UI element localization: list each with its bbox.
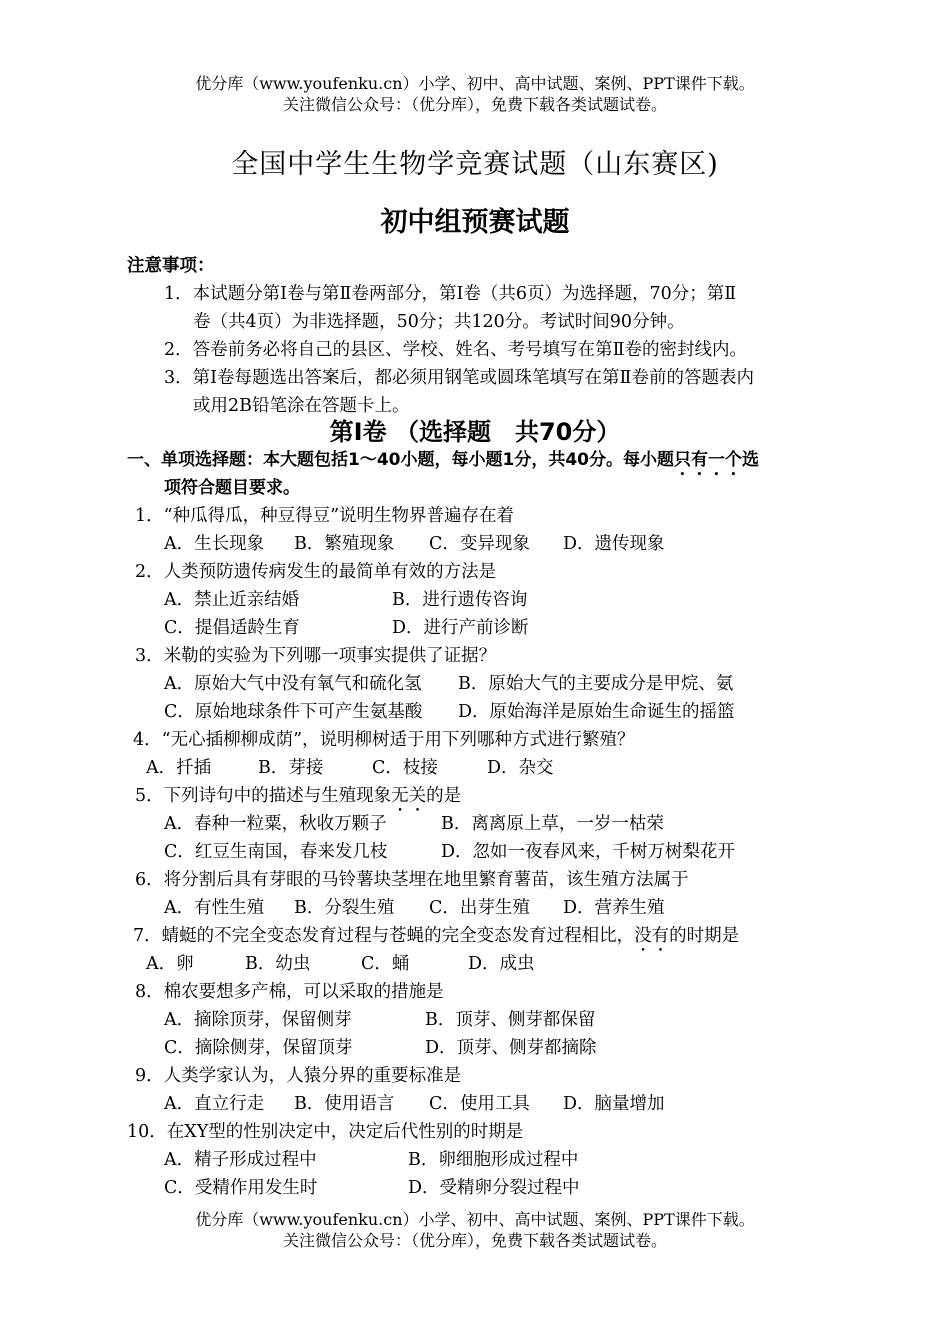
option-d: D．成虫 xyxy=(468,954,535,974)
question-5-stem-emphasis: 无关 xyxy=(391,786,427,806)
option-c: C．变异现象 xyxy=(429,534,530,554)
notice-heading: 注意事项： xyxy=(127,256,215,276)
header-line-2: 关注微信公众号：（优分库），免费下载各类试题试卷。 xyxy=(282,95,667,114)
header-line-1: 优分库（www.youfenku.cn）小学、初中、高中试题、案例、PPT课件下载。 xyxy=(195,74,755,93)
question-1-stem: 1．“种瓜得瓜，种豆得豆”说明生物界普遍存在着 xyxy=(135,506,515,526)
option-b: B．离离原上草，一岁一枯荣 xyxy=(441,814,664,834)
page-subtitle: 初中组预赛试题 xyxy=(380,207,570,238)
option-a: A．生长现象 xyxy=(164,534,265,554)
option-c: C．蛹 xyxy=(361,954,410,974)
option-a: A．春种一粒粟，秋收万颗子 xyxy=(164,814,387,834)
notice-item-2: 2．答卷前务必将自己的县区、学校、姓名、考号填写在第Ⅱ卷的密封线内。 xyxy=(164,340,748,360)
option-b: B．芽接 xyxy=(258,758,324,778)
option-a: A．直立行走 xyxy=(164,1094,265,1114)
option-b: B．分裂生殖 xyxy=(294,898,395,918)
footer-line-1: 优分库（www.youfenku.cn）小学、初中、高中试题、案例、PPT课件下载。 xyxy=(195,1210,755,1229)
option-d: D．杂交 xyxy=(487,758,554,778)
option-c: C．红豆生南国，春来发几枝 xyxy=(164,842,388,862)
option-c: C．使用工具 xyxy=(429,1094,530,1114)
notice-item-1a: 1．本试题分第Ⅰ卷与第Ⅱ卷两部分，第Ⅰ卷（共6页）为选择题，70分；第Ⅱ xyxy=(164,284,737,304)
option-d: D．原始海洋是原始生命诞生的摇篮 xyxy=(458,702,735,722)
option-a: A．禁止近亲结婚 xyxy=(164,590,300,610)
question-8-stem: 8．棉农要想多产棉，可以采取的措施是 xyxy=(135,982,444,1002)
option-d: D．顶芽、侧芽都摘除 xyxy=(425,1038,597,1058)
question-6-stem: 6．将分割后具有芽眼的马铃薯块茎埋在地里繁育薯苗，该生殖方法属于 xyxy=(135,870,689,890)
question-7-stem-post: 的时期是 xyxy=(669,926,740,946)
option-b: B．繁殖现象 xyxy=(294,534,395,554)
option-c: C．枝接 xyxy=(372,758,438,778)
question-5-stem xyxy=(135,785,461,816)
option-d: D．营养生殖 xyxy=(563,898,665,918)
notice-item-1b: 卷（共4页）为非选择题，50分；共120分。考试时间90分钟。 xyxy=(193,312,685,332)
option-a: A．卵 xyxy=(146,954,194,974)
part1-instruction xyxy=(127,449,759,480)
option-c: C．原始地球条件下可产生氨基酸 xyxy=(164,702,423,722)
option-b: B．原始大气的主要成分是甲烷、氨 xyxy=(458,674,734,694)
option-b: B．顶芽、侧芽都保留 xyxy=(425,1010,596,1030)
option-a: A．精子形成过程中 xyxy=(164,1150,317,1170)
option-c: C．出芽生殖 xyxy=(429,898,530,918)
footer-line-2: 关注微信公众号：（优分库），免费下载各类试题试卷。 xyxy=(282,1231,667,1250)
question-9-stem: 9．人类学家认为，人猿分界的重要标准是 xyxy=(135,1066,462,1086)
page-title: 全国中学生生物学竞赛试题（山东赛区) xyxy=(231,149,719,180)
section-title: 第Ⅰ卷 （选择题 共70分） xyxy=(329,418,621,446)
option-d: D．进行产前诊断 xyxy=(392,618,529,638)
option-c: C．提倡适龄生育 xyxy=(164,618,300,638)
option-a: A．扦插 xyxy=(146,758,212,778)
question-4-stem: 4．“无心插柳柳成荫”，说明柳树适于用下列哪种方式进行繁殖？ xyxy=(133,730,635,750)
option-c: C．受精作用发生时 xyxy=(164,1178,318,1198)
option-d: D．脑量增加 xyxy=(563,1094,665,1114)
notice-item-3b: 或用2B铅笔涂在答题卡上。 xyxy=(193,396,410,416)
part1-instruction-line2: 项符合题目要求。 xyxy=(164,478,300,498)
option-d: D．受精卵分裂过程中 xyxy=(408,1178,580,1198)
option-b: B．进行遗传咨询 xyxy=(392,590,528,610)
question-7-stem-pre: 7．蜻蜓的不完全变态发育过程与苍蝇的完全变态发育过程相比， xyxy=(133,926,635,946)
question-2-stem: 2．人类预防遗传病发生的最简单有效的方法是 xyxy=(135,562,497,582)
option-b: B．幼虫 xyxy=(245,954,311,974)
notice-item-3a: 3．第Ⅰ卷每题选出答案后，都必须用钢笔或圆珠笔填写在第Ⅱ卷前的答题表内 xyxy=(164,368,754,388)
question-3-stem: 3．米勒的实验为下列哪一项事实提供了证据？ xyxy=(135,646,497,666)
question-5-stem-post: 的是 xyxy=(426,786,462,806)
option-d: D．遗传现象 xyxy=(563,534,665,554)
option-a: A．原始大气中没有氧气和硫化氢 xyxy=(164,674,422,694)
part1-instruction-post: 选 xyxy=(741,450,759,470)
option-d: D．忽如一夜春风来，千树万树梨花开 xyxy=(441,842,736,862)
option-a: A．有性生殖 xyxy=(164,898,265,918)
part1-instruction-emphasis: 只有一个 xyxy=(673,450,742,470)
option-b: B．使用语言 xyxy=(294,1094,395,1114)
option-c: C．摘除侧芽，保留顶芽 xyxy=(164,1038,353,1058)
question-5-stem-pre: 5．下列诗句中的描述与生殖现象 xyxy=(135,786,392,806)
question-7-stem xyxy=(133,925,739,956)
option-b: B．卵细胞形成过程中 xyxy=(408,1150,579,1170)
option-a: A．摘除顶芽，保留侧芽 xyxy=(164,1010,352,1030)
part1-instruction-pre: 一、单项选择题：本大题包括1～40小题，每小题1分，共40分。每小题 xyxy=(127,450,674,470)
question-10-stem: 10．在XY型的性别决定中，决定后代性别的时期是 xyxy=(127,1122,524,1142)
question-7-stem-emphasis: 没有 xyxy=(634,926,670,946)
